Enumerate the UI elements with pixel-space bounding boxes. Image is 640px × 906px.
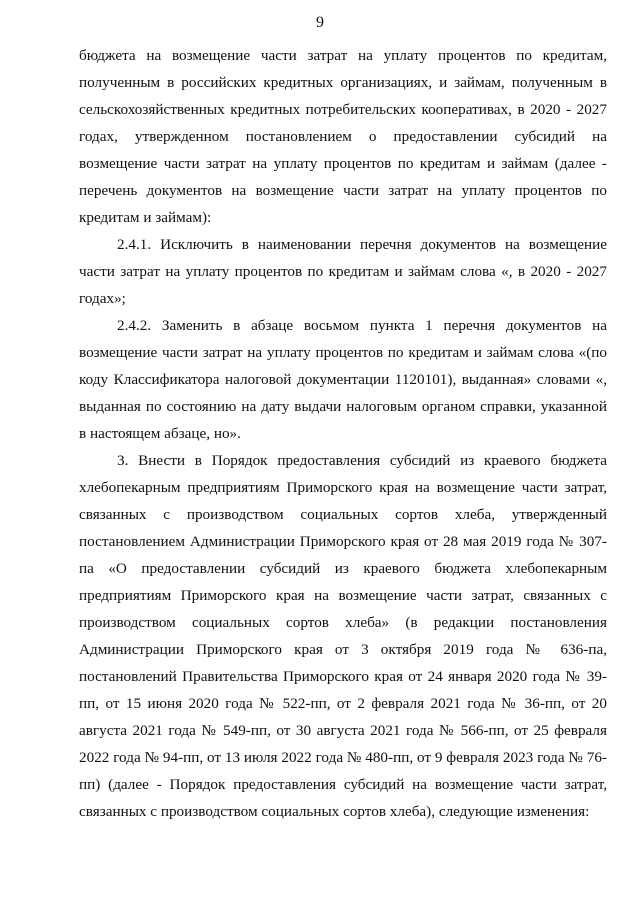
paragraph-3: 3. Внести в Порядок предоставления субсидий из краевого бюджета хлебопекарным предприятиям Приморского края на возмещение части затрат, связанных с производством социальных сортов хлеба, утвержденный постановлением Администрации Приморского края от 28 мая 2019 года № 307-па «О предоставлении субсидий из краевого бюджета хлебопекарным предприятиям Приморского края на возмещение части затрат, связанных с производством социальных сортов хлеба» (в редакции постановления Администрации Приморского края от 3 октября 2019 года № 636-па, постановлений Правительства Приморского края от 24 января 2020 года № 39-пп, от 15 июня 2020 года № 522-пп, от 2 февраля 2021 года № 36-пп, от 20 августа 2021 года № 549-пп, от 30 августа 2021 года № 566-пп, от 25 февраля 2022 года № 94-пп, от 13 июля 2022 года № 480-пп, от 9 февраля 2023 года № 76-пп) (далее - Порядок предоставления субсидий на возмещение части затрат, связанных с производством социальных сортов хлеба), следующие изменения: <box>79 452 607 820</box>
paragraph-2-4-1: 2.4.1. Исключить в наименовании перечня документов на возмещение части затрат на уплату процентов по кредитам и займам слова «, в 2020 - 2027 годах»; <box>79 236 607 307</box>
paragraph-continuation: бюджета на возмещение части затрат на уплату процентов по кредитам, полученным в российских кредитных организациях, и займам, полученным в сельскохозяйственных кредитных потребительских кооперативах, в 2020 - 2027 годах, утвержденном постановлением о предоставлении субсидий на возмещение части затрат на уплату процентов по кредитам и займам (далее - перечень документов на возмещение части затрат на уплату процентов по кредитам и займам): <box>79 47 607 226</box>
document-body <box>79 42 607 825</box>
paragraph-2-4-2: 2.4.2. Заменить в абзаце восьмом пункта 1 перечня документов на возмещение части затрат на уплату процентов по кредитам и займам слова «(по коду Классификатора налоговой документации 1120101), выданная» словами «, выданная по состоянию на дату выдачи налоговым органом справки, указанной в настоящем абзаце, но». <box>79 317 607 442</box>
page-number: 9 <box>316 14 324 31</box>
